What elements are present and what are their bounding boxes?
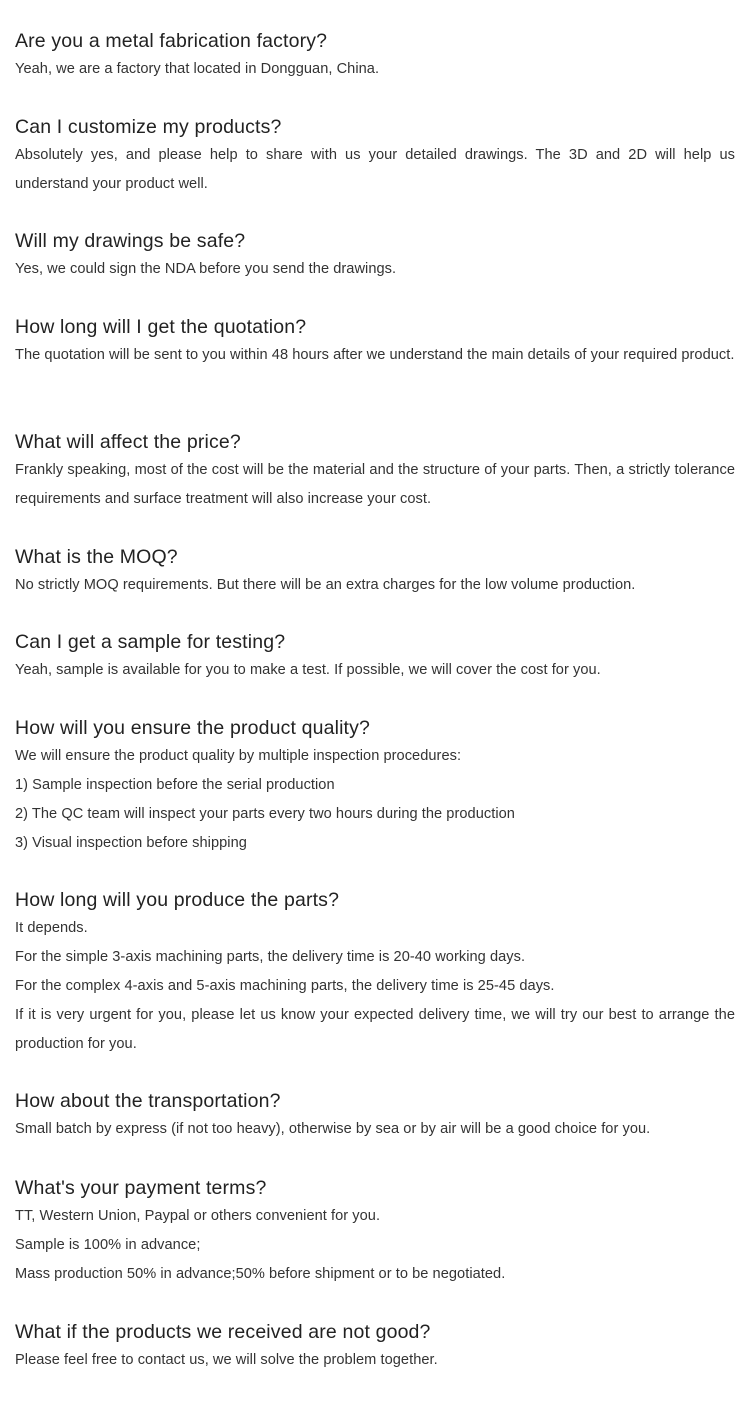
faq-answer-line: 3) Visual inspection before shipping [15,834,247,851]
faq-question: How long will I get the quotation? [15,316,307,339]
faq-question: How will you ensure the product quality? [15,717,371,740]
faq-answer-line: 2) The QC team will inspect your parts every two hours during the production [15,805,515,822]
faq-question: Can I customize my products? [15,115,282,138]
faq-item [15,628,735,685]
faq-answer-line: We will ensure the product quality by multiple inspection procedures: [15,748,462,765]
faq-answer-line: Yes, we could sign the NDA before you send the drawings. [15,261,397,278]
faq-item [15,543,735,600]
faq-answer-line: Small batch by express (if not too heavy), otherwise by sea or by air will be a good choice for you. [15,1121,651,1138]
faq-item [15,1174,735,1288]
faq-item [15,1318,735,1375]
faq-question: Can I get a sample for testing? [15,631,286,654]
faq-answer-line: TT, Western Union, Paypal or others convenient for you. [15,1208,381,1225]
faq-answer-line: It depends. [15,920,88,937]
faq-question: Will my drawings be safe? [15,230,246,253]
faq-question: What is the MOQ? [15,545,178,568]
faq-item [15,886,735,1058]
faq-answer-line: If it is very urgent for you, please let us know your expected delivery time, we will try our best to arrange the production for you. [15,1006,735,1052]
faq-list [0,27,747,1374]
faq-answer-line: Absolutely yes, and please help to share with us your detailed drawings. The 3D and 2D will help us understand your product well. [15,146,735,192]
faq-item [15,428,735,514]
faq-item [15,227,735,284]
faq-answer-line: 1) Sample inspection before the serial production [15,776,335,793]
faq-answer-line: Yeah, sample is available for you to make a test. If possible, we will cover the cost for you. [15,662,601,679]
faq-answer-line: For the simple 3-axis machining parts, the delivery time is 20-40 working days. [15,949,526,966]
faq-answer-line: Yeah, we are a factory that located in Dongguan, China. [15,61,380,77]
faq-answer-line: For the complex 4-axis and 5-axis machining parts, the delivery time is 25-45 days. [15,977,555,994]
faq-item [15,27,735,84]
faq-answer-line: Mass production 50% in advance;50% before shipment or to be negotiated. [15,1265,506,1282]
faq-answer-line: Please feel free to contact us, we will solve the problem together. [15,1351,438,1368]
faq-answer-line: Frankly speaking, most of the cost will be the material and the structure of your parts. Then, a strictly tolerance requirements and surface treatment will also increase your cost. [15,461,735,507]
faq-item [15,113,735,199]
faq-question: What's your payment terms? [15,1177,267,1200]
faq-question: How about the transportation? [15,1090,281,1113]
faq-answer-line: Sample is 100% in advance; [15,1236,201,1253]
faq-item [15,1087,735,1144]
faq-answer-line: No strictly MOQ requirements. But there will be an extra charges for the low volume production. [15,576,636,593]
faq-item [15,714,735,857]
faq-question: Are you a metal fabrication factory? [15,30,328,52]
faq-item [15,313,735,370]
faq-question: How long will you produce the parts? [15,889,340,912]
faq-question: What if the products we received are not good? [15,1320,431,1343]
faq-answer-line: The quotation will be sent to you within 48 hours after we understand the main details of your required product. [15,347,735,364]
faq-question: What will affect the price? [15,430,241,453]
